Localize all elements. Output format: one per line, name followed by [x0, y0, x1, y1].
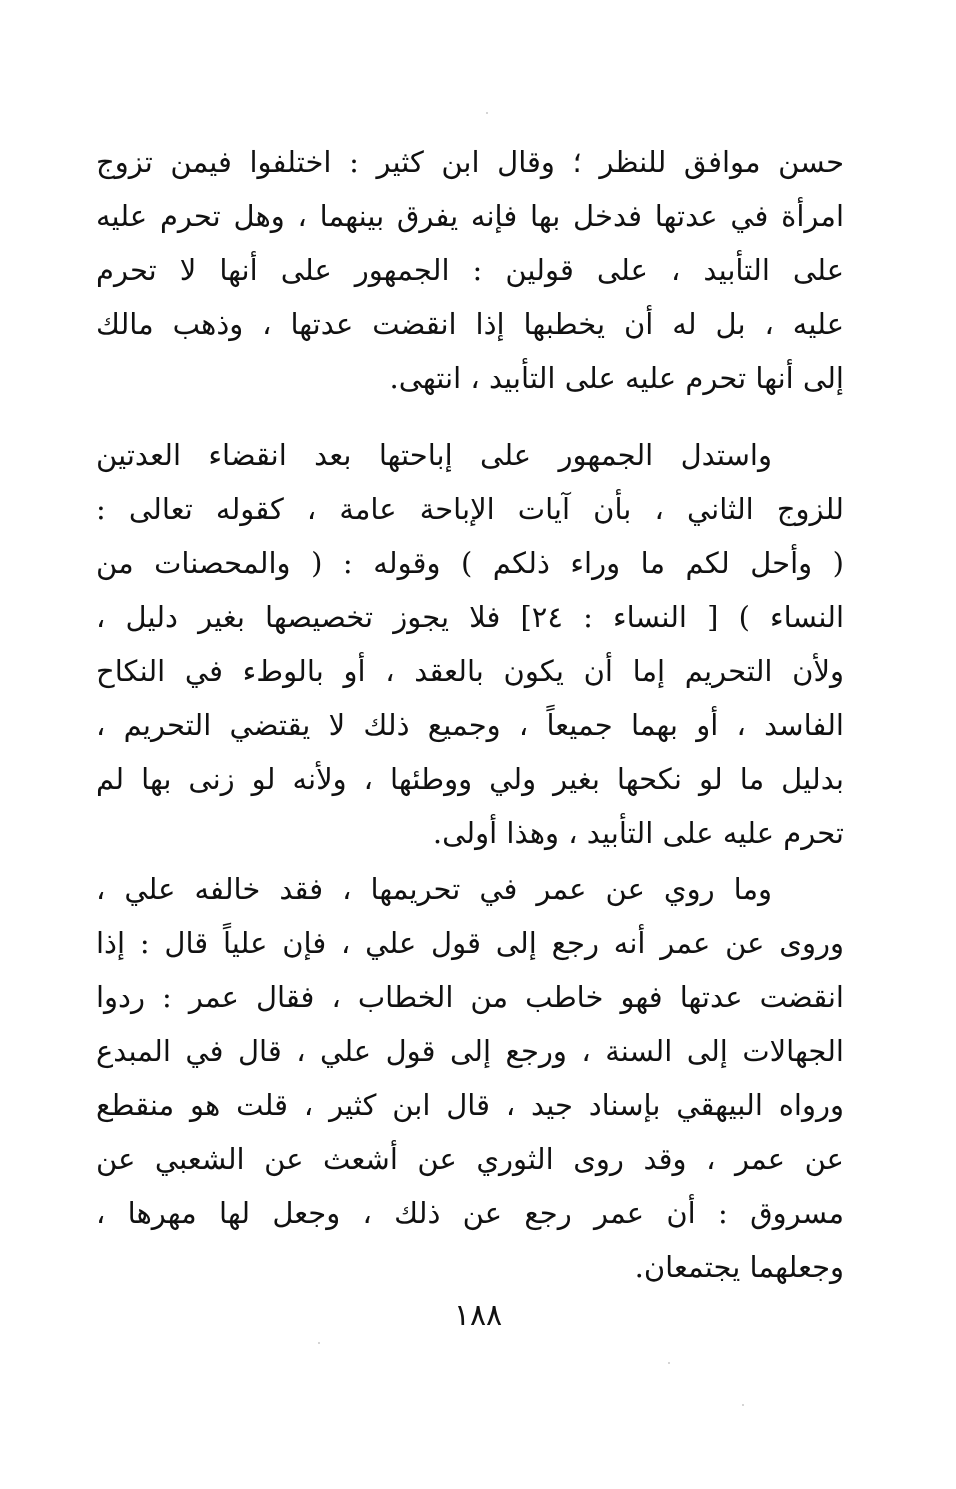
paragraph-line: واستدل الجمهور على إباحتها بعد انقضاء العدتين [96, 438, 772, 472]
paragraph-1 [96, 135, 844, 405]
paragraph-line: إلى أنها تحرم عليه على التأبيد ، انتهى. [389, 361, 844, 395]
paragraph-line: الفاسد ، أو بهما جميعاً ، وجميع ذلك لا يقتضي التحريم ، [96, 708, 844, 742]
paragraph-line: على التأبيد ، على قولين : الجمهور على أنها لا تحرم [96, 253, 844, 287]
paragraph-line: عن عمر ، وقد روى الثوري عن أشعث عن الشعبي عن [96, 1142, 844, 1176]
paragraph-line: النساء ) [ النساء : ٢٤] فلا يجوز تخصيصها بغير دليل ، [96, 600, 845, 634]
paragraph-line: الجهالات إلى السنة ، ورجع إلى قول علي ، قال في المبدع [96, 1034, 844, 1068]
paragraph-line: بدليل ما لو نكحها بغير ولي ووطئها ، ولأنه لو زنى بها لم [96, 762, 844, 796]
paragraph-2 [96, 428, 844, 860]
paragraph-line: عليه ، بل له أن يخطبها إذا انقضت عدتها ، وذهب مالك [96, 307, 844, 341]
paragraph-line: ولأن التحريم إما أن يكون بالعقد ، أو بالوطء في النكاح [96, 654, 844, 688]
paragraph-line: ورواه البيهقي بإسناد جيد ، قال ابن كثير ، قلت هو منقطع [96, 1088, 844, 1122]
paragraph-line: انقضت عدتها فهو خاطب من الخطاب ، فقال عمر : ردوا [96, 980, 844, 1014]
paragraph-line: مسروق : أن عمر رجع عن ذلك ، وجعل لها مهرها ، [96, 1196, 844, 1230]
paragraph-line: ( وأحل لكم ما وراء ذلكم ) وقوله : ( والمحصنات من [96, 546, 844, 580]
paragraph-line: امرأة في عدتها فدخل بها فإنه يفرق بينهما ، وهل تحرم عليه [96, 199, 844, 233]
paragraph-line: وما روي عن عمر في تحريمها ، فقد خالفه علي ، [96, 872, 772, 906]
scan-speck [742, 1404, 744, 1406]
scan-speck [486, 112, 488, 114]
paragraph-line: حسن موافق للنظر ؛ وقال ابن كثير : اختلفوا فيمن تزوج [96, 145, 844, 179]
page-number: ١٨٨ [453, 1298, 503, 1333]
paragraph-line: وجعلهما يجتمعان. [634, 1250, 844, 1284]
scan-speck [318, 1342, 320, 1344]
paragraph-line: تحرم عليه على التأبيد ، وهذا أولى. [432, 816, 844, 850]
paragraph-3 [96, 862, 844, 1294]
paragraph-line: وروى عن عمر أنه رجع إلى قول علي ، فإن علياً قال : إذا [96, 926, 844, 960]
paragraph-line: للزوج الثاني ، بأن آيات الإباحة عامة ، كقوله تعالى : [96, 492, 844, 526]
scan-speck [668, 1362, 670, 1364]
